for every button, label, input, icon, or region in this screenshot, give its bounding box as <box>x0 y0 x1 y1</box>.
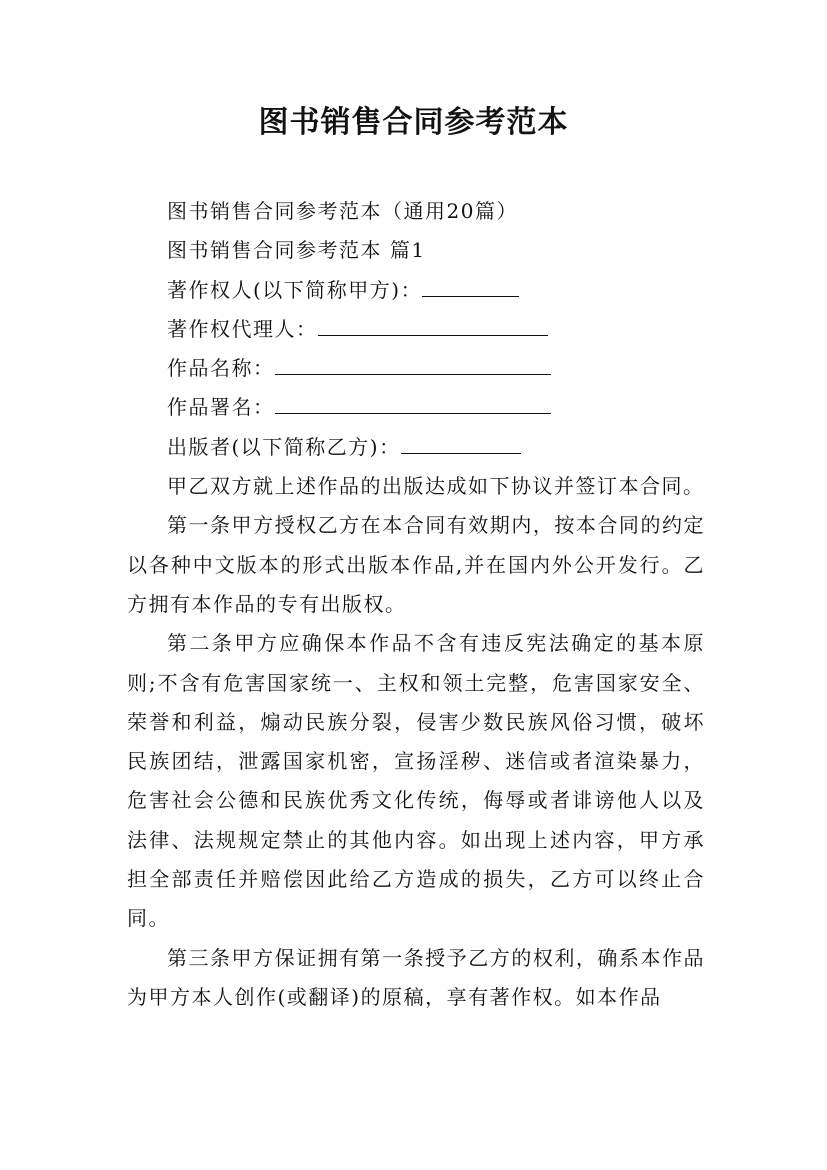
document-title: 图书销售合同参考范本 <box>258 105 569 140</box>
field-label: 著作权代理人： <box>167 316 318 341</box>
field-copyright-owner <box>127 271 705 310</box>
paragraph-agreement: 甲乙双方就上述作品的出版达成如下协议并签订本合同。 <box>167 474 705 499</box>
field-publisher <box>127 428 705 467</box>
field-label: 出版者(以下简称乙方)： <box>167 434 401 459</box>
paragraph-article-1: 第一条甲方授权乙方在本合同有效期内，按本合同的约定以各种中文版本的形式出版本作品,并在国内外公开发行。乙方拥有本作品的专有出版权。 <box>127 513 705 616</box>
paragraph-article-3: 第三条甲方保证拥有第一条授予乙方的权利，确系本作品为甲方本人创作(或翻译)的原稿，享有著作权。如本作品 <box>127 945 705 1009</box>
field-work-signature <box>127 388 705 427</box>
blank-line <box>318 315 548 336</box>
subtitle-line: 图书销售合同参考范本（通用20篇） <box>167 199 518 223</box>
field-label: 著作权人(以下简称甲方)： <box>167 277 423 302</box>
document-body <box>127 192 705 1017</box>
section-heading: 图书销售合同参考范本 篇1 <box>167 238 426 263</box>
blank-line <box>275 393 551 414</box>
blank-line <box>422 276 519 297</box>
field-label: 作品署名： <box>167 395 275 420</box>
field-copyright-agent <box>127 310 705 349</box>
blank-line <box>401 433 521 454</box>
paragraph-article-2: 第二条甲方应确保本作品不含有违反宪法确定的基本原则;不含有危害国家统一、主权和领土完整，危害国家安全、荣誉和利益，煽动民族分裂，侵害少数民族风俗习惯，破坏民族团结，泄露国家机密，宣扬淫秽、迷信或者渲染暴力，危害社会公德和民族优秀文化传统，侮辱或者诽谤他人以及法律、法规规定禁止的其他内容。如出现上述内容，甲方承担全部责任并赔偿因此给乙方造成的损失，乙方可以终止合同。 <box>127 631 705 931</box>
field-label: 作品名称： <box>167 356 275 381</box>
blank-line <box>275 354 551 375</box>
field-work-name <box>127 349 705 388</box>
